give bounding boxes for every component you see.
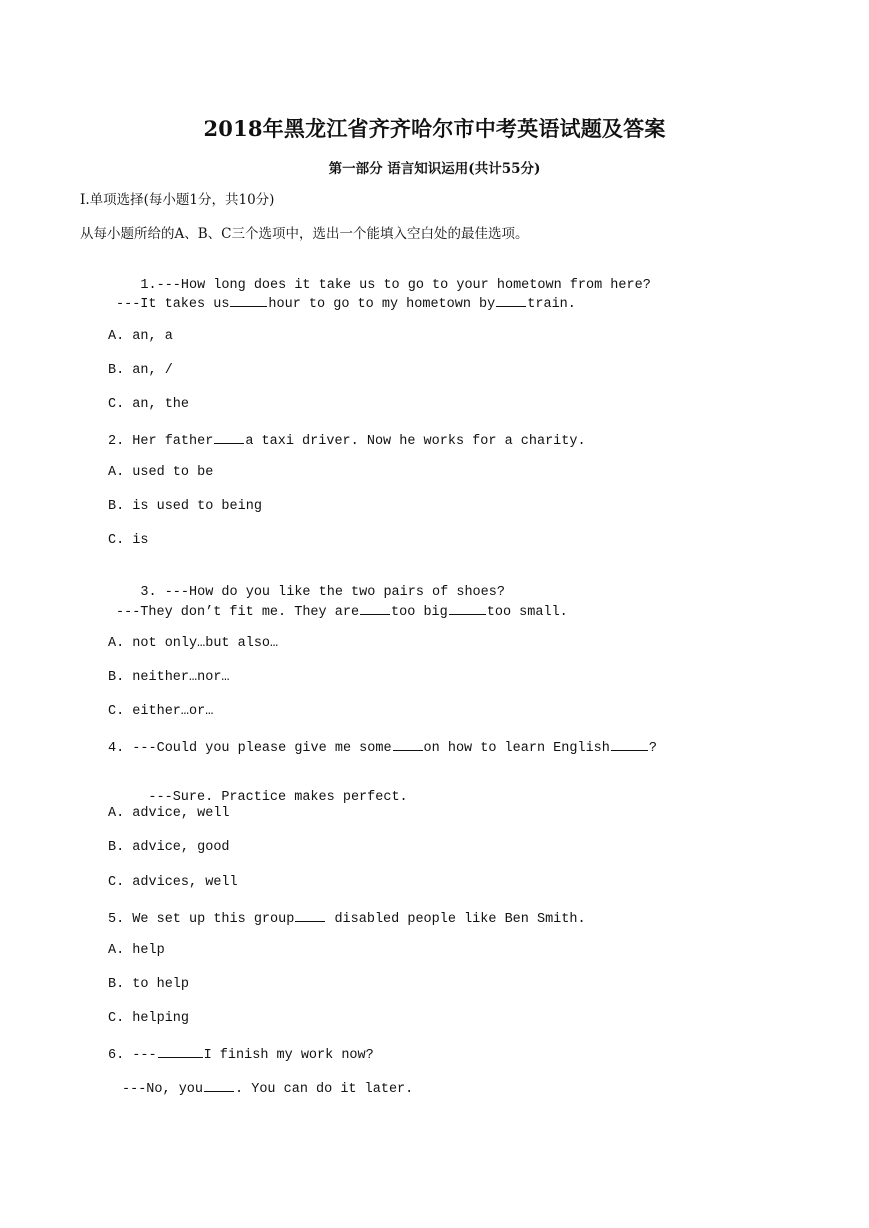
question-4 <box>108 737 657 758</box>
answer-text: . You can do it later. <box>235 1082 414 1097</box>
question-5-option-c: C. helping <box>108 1011 190 1026</box>
answer-text: train. <box>527 297 576 312</box>
section-heading: Ⅰ.单项选择(每小题1分，共10分) <box>80 192 275 208</box>
question-3-option-c: C. either…or… <box>108 704 214 719</box>
answer-blank <box>496 293 526 307</box>
question-3-answer <box>116 601 568 622</box>
question-1-option-c: C. an, the <box>108 397 190 412</box>
question-text: 5. We set up this group <box>108 912 295 927</box>
question-text: 2. Her father <box>108 434 214 449</box>
question-4-option-a: A. advice, well <box>108 806 230 821</box>
part-heading: 第一部分 语言知识运用(共计55分) <box>328 161 541 177</box>
question-text: a taxi driver. Now he works for a charity. <box>245 434 586 449</box>
question-5 <box>108 908 586 929</box>
answer-text: ---Sure. Practice makes perfect. <box>148 790 408 805</box>
question-1-answer <box>116 293 576 314</box>
question-4-option-c: C. advices, well <box>108 875 238 890</box>
answer-blank <box>360 601 390 615</box>
answer-text: ---No, you <box>122 1082 204 1097</box>
question-text: disabled people like Ben Smith. <box>326 912 586 927</box>
question-blank <box>611 737 648 751</box>
answer-blank <box>449 601 486 615</box>
answer-text: too small. <box>486 605 568 620</box>
question-text: 6. --- <box>108 1048 157 1063</box>
answer-text: too big <box>391 605 448 620</box>
question-1-option-b: B. an, / <box>108 363 173 378</box>
answer-blank <box>230 293 267 307</box>
question-3-option-a: A. not only…but also… <box>108 636 279 651</box>
question-blank <box>295 908 325 922</box>
question-blank <box>214 430 244 444</box>
question-text: on how to learn English <box>423 741 610 756</box>
question-2 <box>108 430 586 451</box>
answer-blank <box>204 1078 234 1092</box>
question-blank <box>158 1044 203 1058</box>
question-6-answer <box>122 1078 413 1099</box>
answer-text: ---They don’t fit me. They are <box>116 605 360 620</box>
question-1-text: 1.---How long does it take us to go to your hometown from here? <box>140 278 651 293</box>
question-5-option-a: A. help <box>108 943 165 958</box>
answer-text: hour to go to my hometown by <box>268 297 496 312</box>
question-2-option-c: C. is <box>108 533 149 548</box>
question-2-option-a: A. used to be <box>108 465 214 480</box>
question-text: I finish my work now? <box>203 1048 374 1063</box>
question-text: ? <box>648 741 657 756</box>
section-instruction: 从每小题所给的A、B、C三个选项中，选出一个能填入空白处的最佳选项。 <box>80 226 529 242</box>
question-blank <box>393 737 423 751</box>
question-6 <box>108 1044 374 1065</box>
page-title: 2018年黑龙江省齐齐哈尔市中考英语试题及答案 <box>203 116 666 141</box>
question-text: 4. ---Could you please give me some <box>108 741 392 756</box>
question-5-option-b: B. to help <box>108 977 190 992</box>
question-2-option-b: B. is used to being <box>108 499 262 514</box>
question-3-option-b: B. neither…nor… <box>108 670 230 685</box>
question-1-option-a: A. an, a <box>108 329 173 344</box>
answer-text: ---It takes us <box>116 297 230 312</box>
question-4-option-b: B. advice, good <box>108 840 230 855</box>
question-3-text: 3. ---How do you like the two pairs of shoes? <box>140 585 505 600</box>
